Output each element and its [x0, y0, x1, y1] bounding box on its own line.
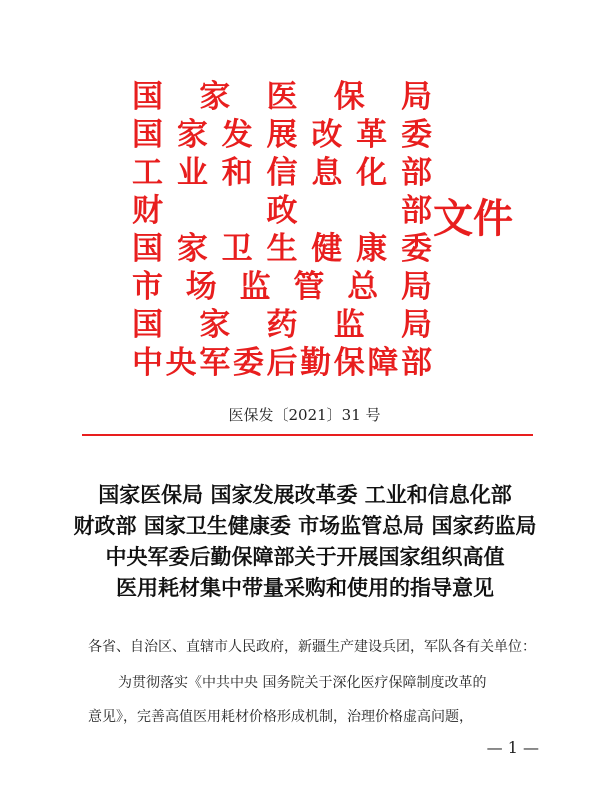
char: 家 — [176, 117, 208, 153]
char: 革 — [356, 117, 388, 153]
title-line: 国家医保局 国家发展改革委 工业和信息化部 — [98, 483, 512, 507]
char: 家 — [176, 231, 208, 267]
agency-line-8 — [132, 344, 432, 382]
char: 展 — [266, 117, 298, 153]
agency-line-1 — [132, 78, 432, 116]
agency-line-3 — [132, 154, 432, 192]
char: 生 — [266, 231, 298, 267]
char: 部 — [400, 155, 432, 191]
char: 国 — [132, 79, 163, 115]
title-line: 财政部 国家卫生健康委 市场监管总局 国家药监局 — [73, 514, 537, 538]
agency-line-5 — [132, 230, 432, 268]
char: 息 — [311, 155, 343, 191]
char: 康 — [356, 231, 388, 267]
title-line: 中央军委后勤保障部关于开展国家组织高值 — [105, 545, 505, 569]
char: 局 — [400, 269, 432, 305]
char: 监 — [333, 307, 365, 343]
char: 中 — [132, 345, 163, 381]
char: 监 — [239, 269, 271, 305]
char: 信 — [266, 155, 298, 191]
char: 局 — [401, 307, 432, 343]
letterhead-suffix: 文件 — [433, 196, 513, 242]
char: 医 — [266, 79, 298, 115]
char: 委 — [400, 117, 432, 153]
char: 国 — [132, 117, 163, 153]
document-title — [60, 480, 550, 604]
agency-line-6 — [132, 268, 432, 306]
char: 军 — [199, 345, 231, 381]
char: 保 — [333, 345, 365, 381]
char: 场 — [185, 269, 217, 305]
char: 央 — [165, 345, 197, 381]
body-paragraph-line: 意见》，完善高值医用耗材价格形成机制，治理价格虚高问题， — [88, 709, 473, 725]
char: 国 — [132, 307, 163, 343]
char: 发 — [221, 117, 253, 153]
char: 工 — [132, 155, 163, 191]
body-paragraph-line: 为贯彻落实《中共中央 国务院关于深化医疗保障制度改革的 — [118, 675, 487, 691]
letterhead-agencies — [132, 78, 432, 382]
char: 化 — [356, 155, 388, 191]
char: 保 — [333, 79, 365, 115]
char: 障 — [367, 345, 399, 381]
char: 和 — [221, 155, 253, 191]
char: 委 — [232, 345, 264, 381]
char: 委 — [400, 231, 432, 267]
char: 勤 — [300, 345, 332, 381]
char: 卫 — [221, 231, 253, 267]
char: 家 — [199, 307, 231, 343]
char: 部 — [401, 345, 432, 381]
char: 家 — [199, 79, 231, 115]
char: 总 — [347, 269, 379, 305]
char: 改 — [311, 117, 343, 153]
char: 健 — [311, 231, 343, 267]
agency-line-4 — [132, 192, 432, 230]
char: 管 — [293, 269, 325, 305]
char: 部 — [401, 193, 432, 229]
document-number: 医保发〔2021〕31 号 — [228, 406, 381, 424]
char: 财 — [132, 193, 163, 229]
agency-line-7 — [132, 306, 432, 344]
char: 政 — [266, 193, 298, 229]
char: 业 — [176, 155, 208, 191]
char: 后 — [266, 345, 298, 381]
char: 药 — [266, 307, 298, 343]
page-number: — 1 — — [486, 738, 539, 757]
char: 市 — [132, 269, 163, 305]
agency-line-2 — [132, 116, 432, 154]
char: 国 — [132, 231, 163, 267]
title-line: 医用耗材集中带量采购和使用的指导意见 — [116, 576, 494, 600]
recipient-line: 各省、自治区、直辖市人民政府，新疆生产建设兵团，军队各有关单位： — [88, 639, 536, 655]
header-divider — [82, 434, 533, 436]
char: 局 — [401, 79, 432, 115]
